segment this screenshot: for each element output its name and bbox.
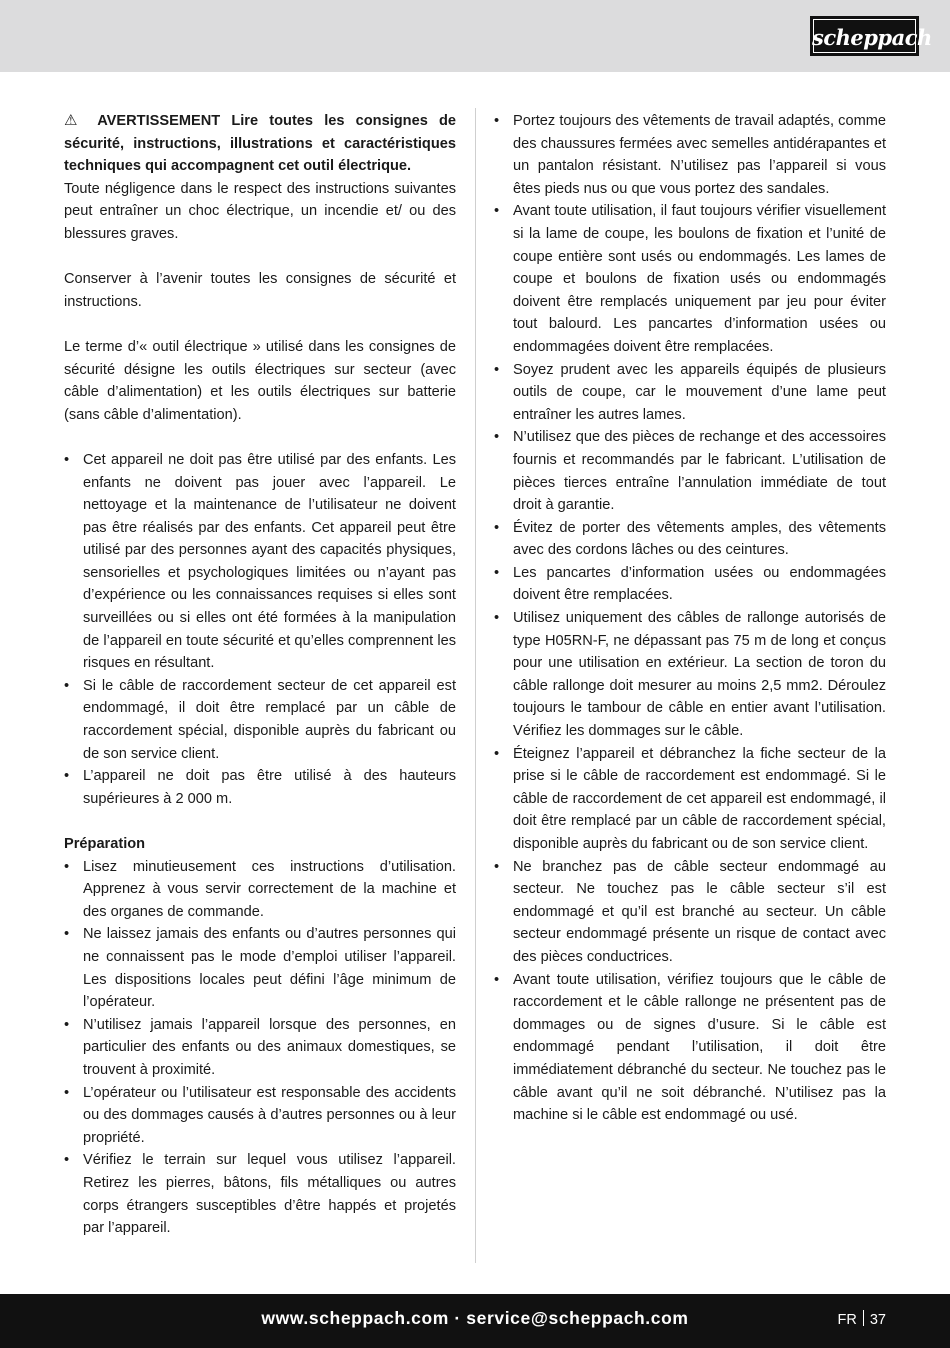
- left-column: [64, 110, 456, 1240]
- list-item: • Utilisez uniquement des câbles de rallonge autorisés de type H05RN-F, ne dépassant pas 75 m de long et conçus pour une utilisation en extérieur. La section de toron du câble rallonge doit mesurer au moins 2,5 mm2. Déroulez toujours le tambour de câble en entier avant l’utilisation. Vérifiez les dommages sur le câble.: [494, 607, 886, 743]
- preparation-list: [64, 856, 456, 1240]
- list-item: • Portez toujours des vêtements de travail adaptés, comme des chaussures fermées avec semelles antidérapantes et un pantalon résistant. N’utilisez pas l’appareil si vous êtes pieds nus ou que vous portez des sandales.: [494, 110, 886, 200]
- list-item: • Si le câble de raccordement secteur de cet appareil est endommagé, il doit être remplacé par un câble de raccordement spécial, disponible auprès du fabricant ou de son service client.: [64, 675, 456, 765]
- warning-paragraph: [64, 110, 456, 178]
- page-number-value: 37: [869, 1312, 886, 1328]
- list-item: • N’utilisez que des pièces de rechange et des accessoires fournis et recommandés par le fabricant. L’utilisation de pièces tierces entraîne l’annulation immédiate de tout droit à garantie.: [494, 426, 886, 516]
- warning-title: AVERTISSEMENT Lire toutes les consignes de sécurité, instructions, illustrations et caractéristiques techniques qui accompagnent cet outil électrique.: [64, 113, 457, 175]
- list-item: • Ne branchez pas de câble secteur endommagé au secteur. Ne touchez pas le câble secteur s’il est endommagé et qu’il est branché au secteur. Un câble secteur endommagé présente un risque de contact avec des pièces conductrices.: [494, 856, 886, 969]
- language-code: FR: [837, 1312, 857, 1328]
- general-safety-list: [64, 449, 456, 811]
- keep-instructions-text: Conserver à l’avenir toutes les consignes de sécurité et instructions.: [64, 271, 456, 310]
- list-item: • Éteignez l’appareil et débranchez la fiche secteur de la prise si le câble de raccordement est endommagé. Si le câble de raccordement de cet appareil est endommagé, il doit être remplacé par un câble de raccordement spécial, disponible auprès du fabricant ou de son service client.: [494, 743, 886, 856]
- list-item: • Cet appareil ne doit pas être utilisé par des enfants. Les enfants ne doivent pas jouer avec l’appareil. Le nettoyage et la maintenance de l’utilisateur ne doivent pas être réalisés par des enfants. Cet appareil peut être utilisé par des personnes ayant des capacités physiques, sensorielles et psychologiques limitées ou n’ayant pas d’expérience ou les connaissances requises si elles sont surveillées ou si elles ont été formées à la manipulation de l’appareil en toute sécurité et qu’elles comprennent les risques en résultant.: [64, 449, 456, 675]
- list-item: • Avant toute utilisation, il faut toujours vérifier visuellement si la lame de coupe, les boulons de fixation et l’unité de coupe entière sont usés ou endommagés. Les lames de coupe et boulons de fixation usés ou endommagés doivent être remplacés uniquement par jeu pour éviter tout balourd. Les pancartes d’information usées ou endommagées doivent être remplacées.: [494, 200, 886, 358]
- list-item: • L’opérateur ou l’utilisateur est responsable des accidents ou des dommages causés à d’autres personnes ou à leur propriété.: [64, 1082, 456, 1150]
- page-separator: [863, 1310, 864, 1326]
- brand-logo: scheppach: [810, 16, 919, 56]
- column-divider: [475, 108, 476, 1263]
- warning-triangle-icon: ⚠: [64, 112, 85, 129]
- page-number: [838, 1310, 886, 1328]
- list-item: • Lisez minutieusement ces instructions d’utilisation. Apprenez à vous servir correctement de la machine et des organes de commande.: [64, 856, 456, 924]
- list-item: • Vérifiez le terrain sur lequel vous utilisez l’appareil. Retirez les pierres, bâtons, fils métalliques ou autres corps étrangers susceptibles d’être happés et projetés par l’appareil.: [64, 1149, 456, 1239]
- list-item: • Les pancartes d’information usées ou endommagées doivent être remplacées.: [494, 562, 886, 607]
- list-item: • Soyez prudent avec les appareils équipés de plusieurs outils de coupe, car le mouvement d’une lame peut entraîner les autres lames.: [494, 359, 886, 427]
- footer-contact-links[interactable]: www.scheppach.com · service@scheppach.com: [261, 1308, 689, 1328]
- list-item: • L’appareil ne doit pas être utilisé à des hauteurs supérieures à 2 000 m.: [64, 765, 456, 810]
- footer-bar: [0, 1294, 950, 1348]
- list-item: • Avant toute utilisation, vérifiez toujours que le câble de raccordement et le câble rallonge ne présentent pas de dommages ou de signes d’usure. Si le câble est endommagé pendant l’utilisation, il doit être immédiatement débranché du secteur. Ne touchez pas le câble avant qu’il ne soit débranché. N’utilisez pas la machine si le câble est endommagé ou usé.: [494, 969, 886, 1127]
- list-item: • N’utilisez jamais l’appareil lorsque des personnes, en particulier des enfants ou des animaux domestiques, se trouvent à proximité.: [64, 1014, 456, 1082]
- list-item: • Évitez de porter des vêtements amples, des vêtements avec des cordons lâches ou des ceintures.: [494, 517, 886, 562]
- safety-list-continued: [494, 110, 886, 1127]
- header-band: [0, 0, 950, 72]
- list-item: • Ne laissez jamais des enfants ou d’autres personnes qui ne connaissent pas le mode d’emploi utiliser l’appareil. Les dispositions locales peut défini l’âge minimum de l’opérateur.: [64, 923, 456, 1013]
- section-heading-preparation: Préparation: [64, 836, 146, 852]
- warning-body: Toute négligence dans le respect des instructions suivantes peut entraîner un choc électrique, un incendie et/ ou des blessures graves.: [64, 180, 456, 242]
- right-column: [494, 110, 886, 1127]
- power-tool-term-text: Le terme d’« outil électrique » utilisé dans les consignes de sécurité désigne les outils électriques sur secteur (avec câble d’alimentation) et les outils électriques sur batterie (sans câble d’alimentation).: [64, 338, 456, 423]
